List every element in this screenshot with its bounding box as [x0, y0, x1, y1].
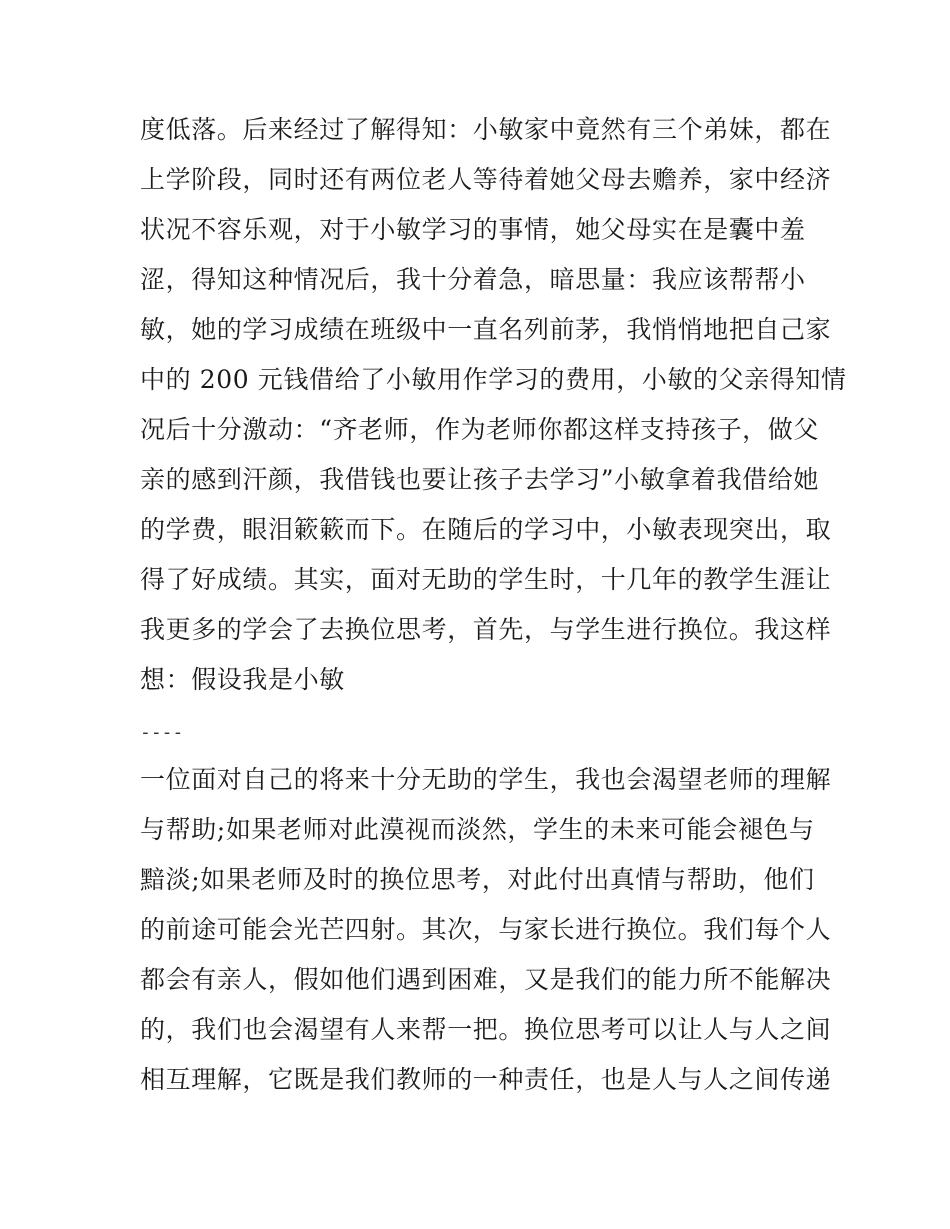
text-line: 的，我们也会渴望有人来帮一把。换位思考可以让人与人之间 [140, 1015, 832, 1044]
text-line: 相互理解，它既是我们教师的一种责任，也是人与人之间传递 [140, 1065, 832, 1094]
text-line: 想：假设我是小敏 [140, 665, 345, 694]
text-line: 况后十分激动：“齐老师，作为老师你都这样支持孩子，做父 [140, 415, 819, 444]
text-line: 亲的感到汗颜，我借钱也要让孩子去学习”小敏拿着我借给她 [140, 465, 819, 494]
text-line: 的学费，眼泪簌簌而下。在随后的学习中，小敏表现突出，取 [140, 515, 832, 544]
text-line: 上学阶段，同时还有两位老人等待着她父母去赡养，家中经济 [140, 165, 832, 194]
paragraph-1 [140, 105, 847, 705]
text-line: 与帮助;如果老师对此漠视而淡然，学生的未来可能会褪色与 [140, 815, 815, 844]
paragraph-2 [140, 755, 832, 1105]
text-line: 敏，她的学习成绩在班级中一直名列前茅，我悄悄地把自己家 [140, 315, 832, 344]
text-line: 都会有亲人，假如他们遇到困难，又是我们的能力所不能解决 [140, 965, 832, 994]
text-line: 我更多的学会了去换位思考，首先，与学生进行换位。我这样 [140, 615, 832, 644]
section-separator [140, 708, 820, 758]
text-line: 度低落。后来经过了解得知：小敏家中竟然有三个弟妹，都在 [140, 115, 832, 144]
text-line: 中的 200 元钱借给了小敏用作学习的费用，小敏的父亲得知情 [140, 365, 847, 394]
text-line: 的前途可能会光芒四射。其次，与家长进行换位。我们每个人 [140, 915, 832, 944]
text-line: 状况不容乐观，对于小敏学习的事情，她父母实在是囊中羞 [140, 215, 806, 244]
separator-text: ---- [140, 722, 184, 743]
text-line: 涩，得知这种情况后，我十分着急，暗思量：我应该帮帮小 [140, 265, 806, 294]
text-line: 黯淡;如果老师及时的换位思考，对此付出真情与帮助，他们 [140, 865, 815, 894]
text-line: 一位面对自己的将来十分无助的学生，我也会渴望老师的理解 [140, 765, 832, 794]
text-line: 得了好成绩。其实，面对无助的学生时，十几年的教学生涯让 [140, 565, 832, 594]
